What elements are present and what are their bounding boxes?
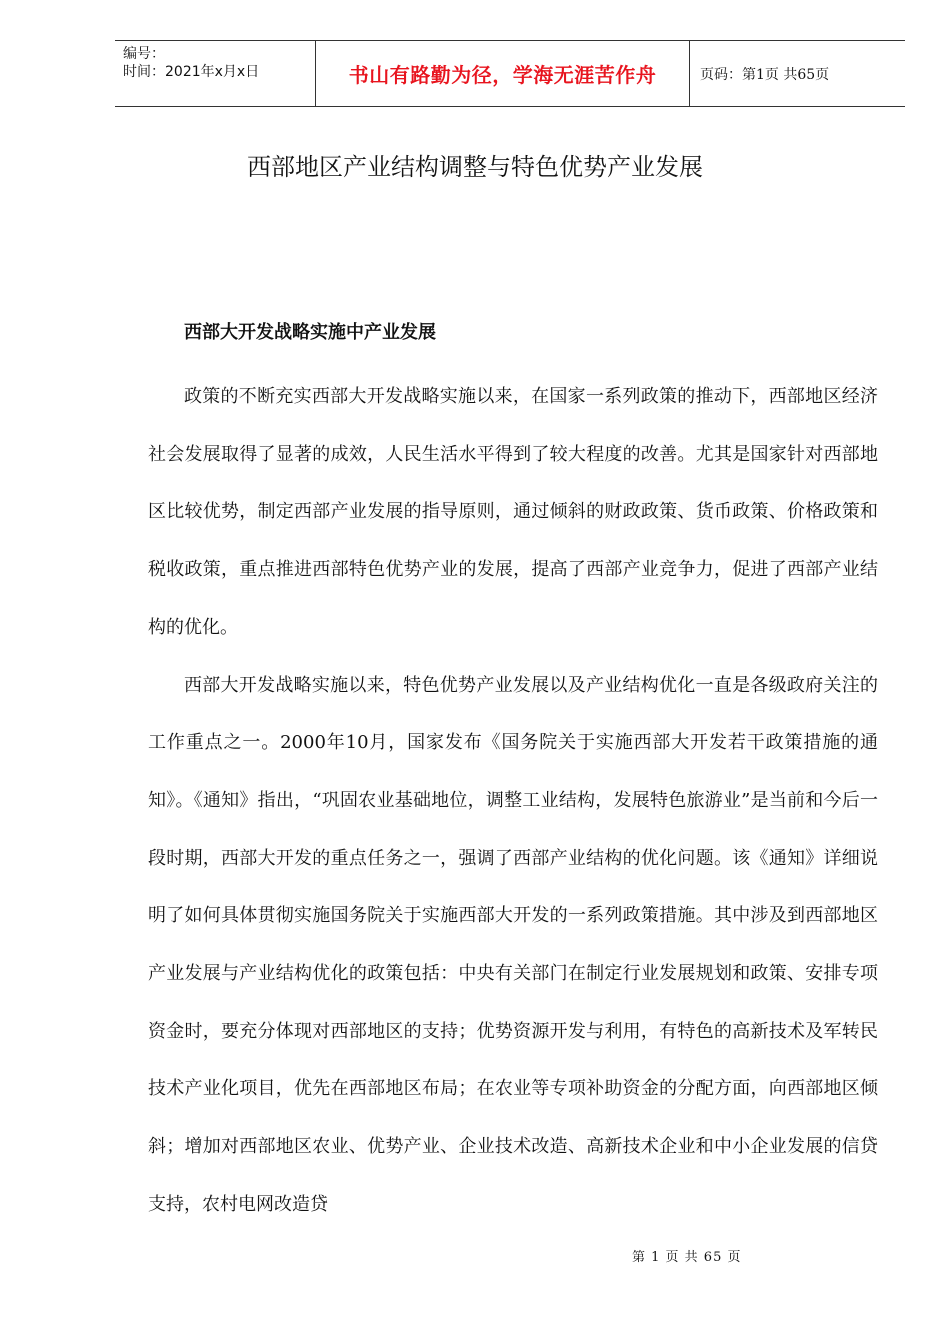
header-motto-cell (316, 41, 690, 106)
paragraph: 政策的不断充实西部大开发战略实施以来，在国家一系列政策的推动下，西部地区经济社会发展取得了显著的成效，人民生活水平得到了较大程度的改善。尤其是国家针对西部地区比较优势，制定西部产业发展的指导原则，通过倾斜的财政政策、货币政策、价格政策和税收政策，重点推进西部特色优势产业的发展，提高了西部产业竞争力，促进了西部产业结构的优化。 (148, 386, 878, 638)
page-info: 页码：第1页 共65页 (700, 66, 830, 83)
header-table (115, 40, 905, 107)
motto-text: 书山有路勤为径，学海无涯苦作舟 (348, 63, 657, 87)
header-meta-cell (115, 41, 316, 106)
code-label: 编号： (123, 46, 165, 62)
document-title: 西部地区产业结构调整与特色优势产业发展 (247, 153, 703, 181)
section-heading: 西部大开发战略实施中产业发展 (184, 322, 436, 343)
document-body (148, 368, 878, 1234)
page-footer: 第 1 页 共 65 页 (632, 1250, 742, 1265)
time-label: 时间：2021年x月x日 (123, 64, 260, 80)
header-page-cell (690, 41, 905, 106)
paragraph: 西部大开发战略实施以来，特色优势产业发展以及产业结构优化一直是各级政府关注的工作重点之一。2000年10月，国家发布《国务院关于实施西部大开发若干政策措施的通知》。《通知》指出，“巩固农业基础地位，调整工业结构，发展特色旅游业”是当前和今后一段时期，西部大开发的重点任务之一，强调了西部产业结构的优化问题。该《通知》详细说明了如何具体贯彻实施国务院关于实施西部大开发的一系列政策措施。其中涉及到西部地区产业发展与产业结构优化的政策包括：中央有关部门在制定行业发展规划和政策、安排专项资金时，要充分体现对西部地区的支持；优势资源开发与利用，有特色的高新技术及军转民技术产业化项目，优先在西部地区布局；在农业等专项补助资金的分配方面，向西部地区倾斜；增加对西部地区农业、优势产业、企业技术改造、高新技术企业和中小企业发展的信贷支持，农村电网改造贷 (148, 674, 878, 1215)
